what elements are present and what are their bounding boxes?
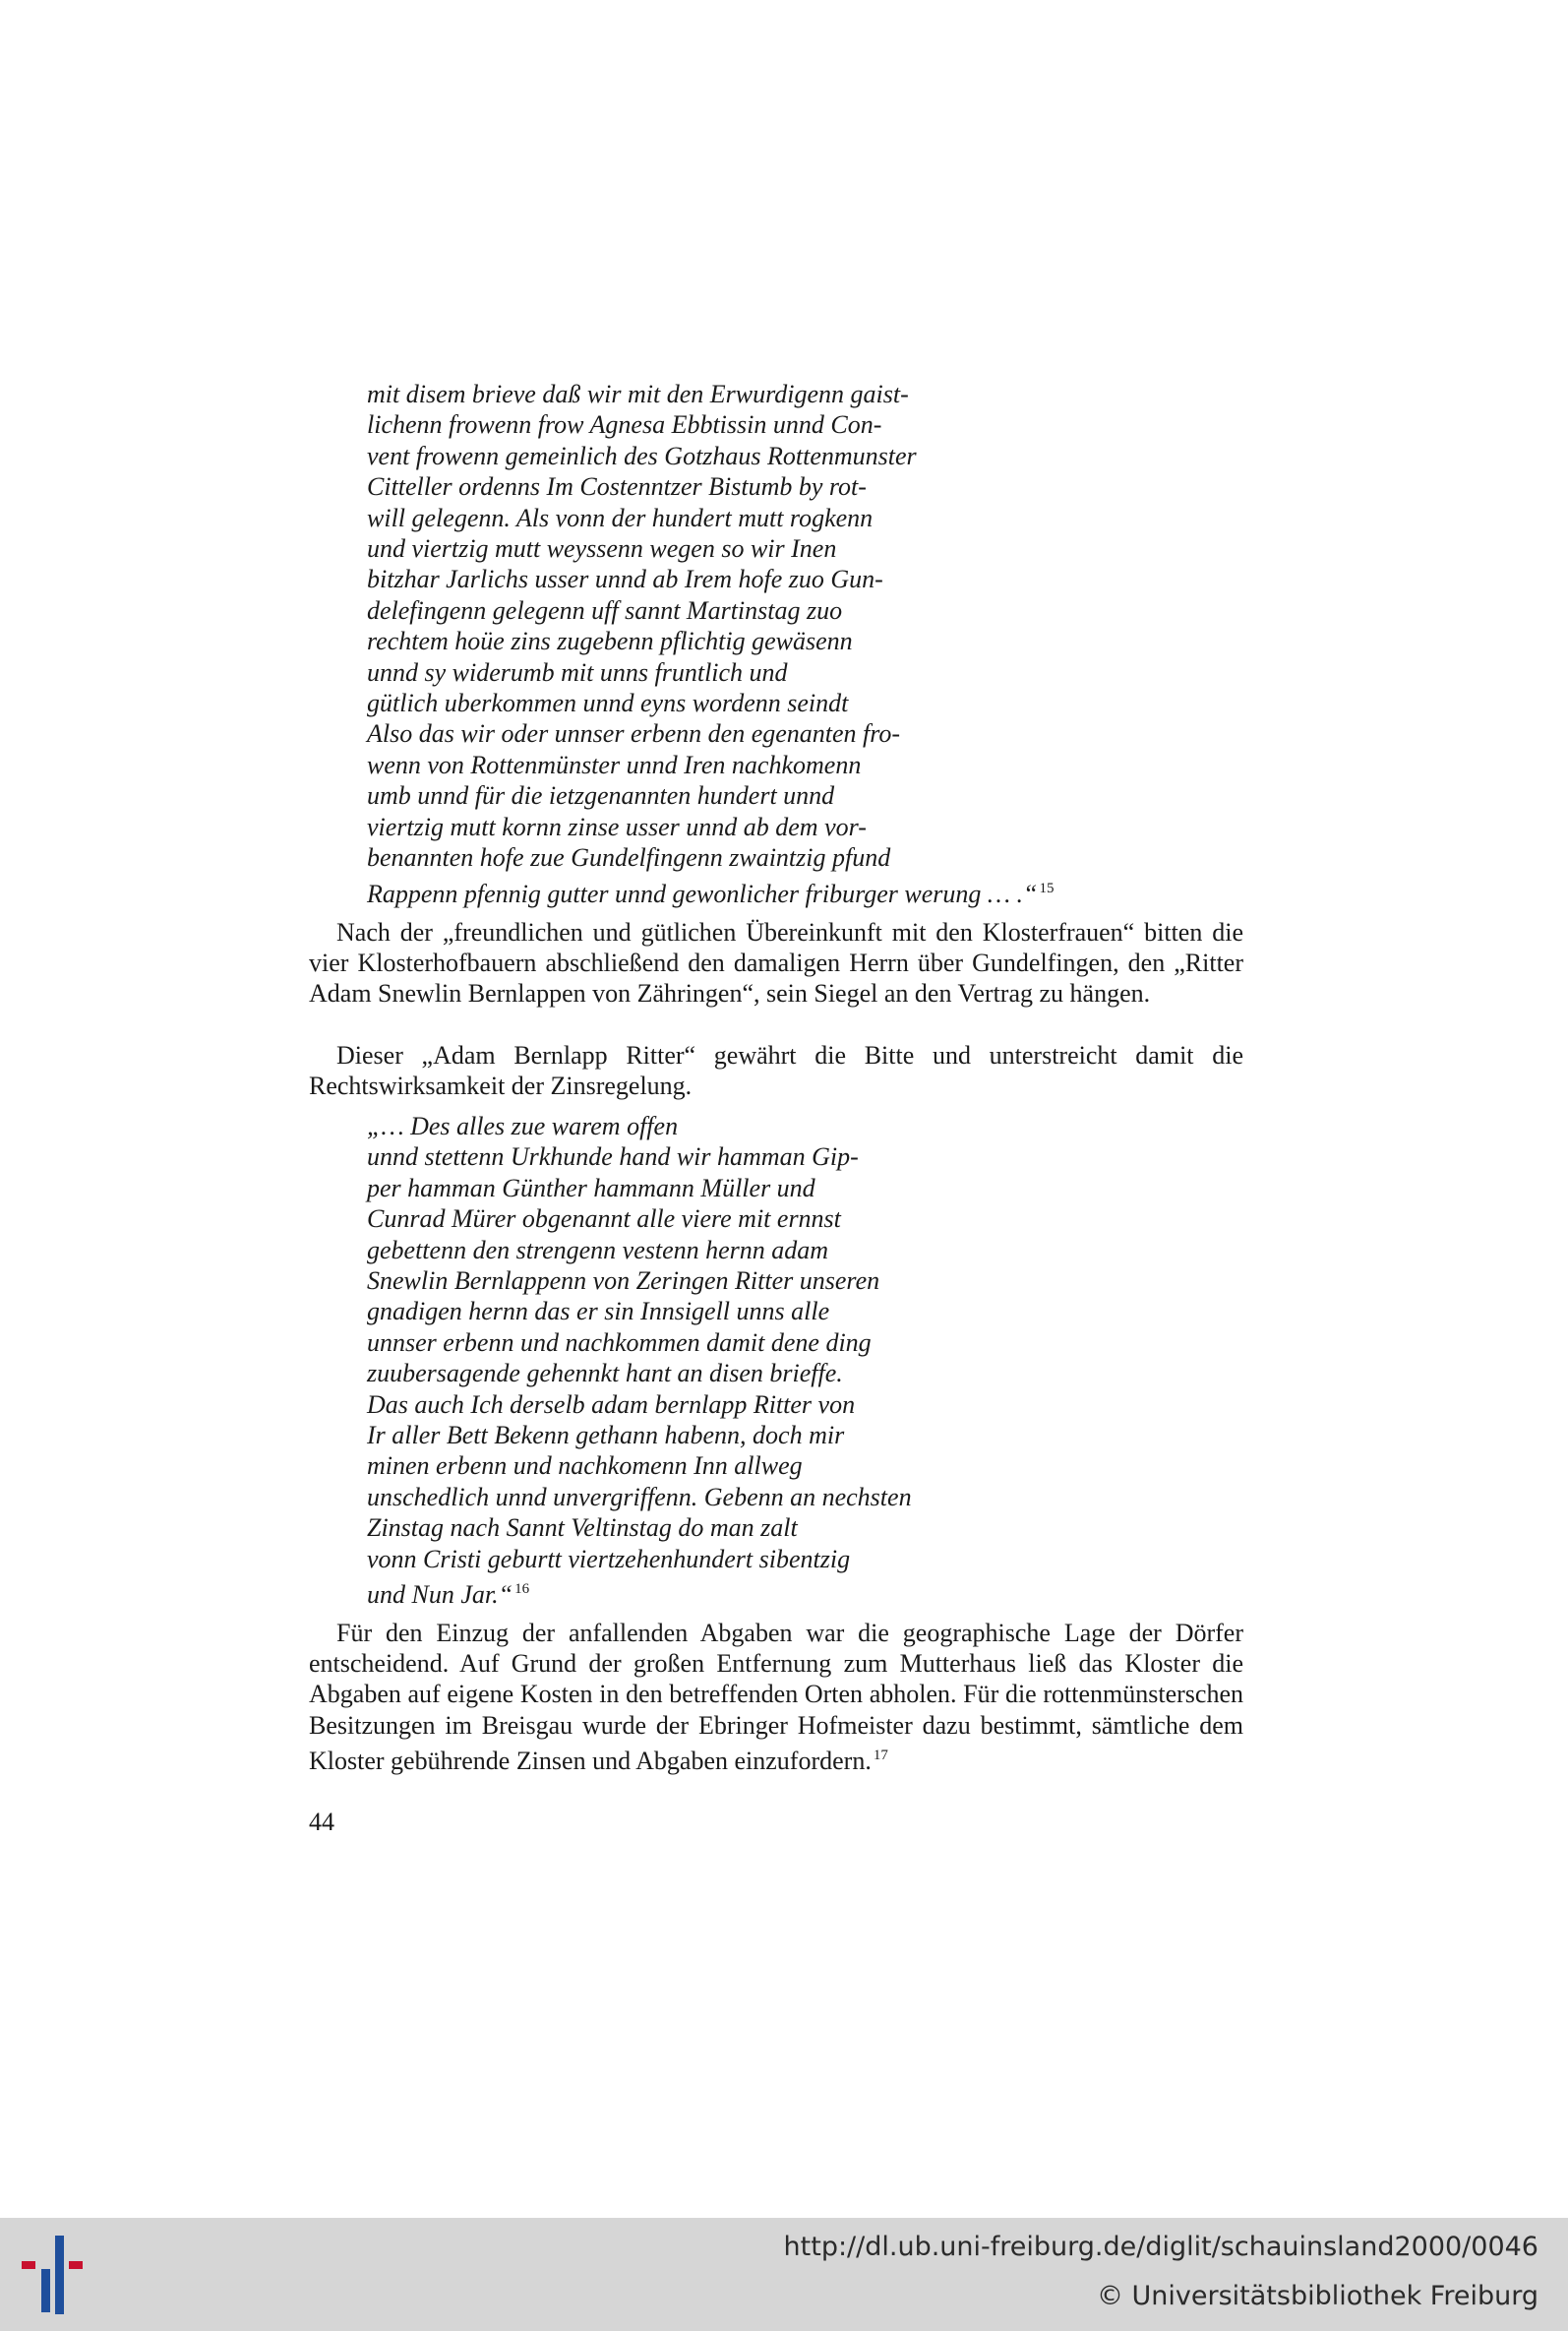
quote-line: vonn Cristi geburtt viertzehenhundert sibentzig (367, 1544, 851, 1573)
quote-line: unnd sy widerumb mit unns fruntlich und (367, 657, 788, 687)
quote-line: Also das wir oder unnser erbenn den egenanten fro- (367, 719, 901, 749)
quote-line: benannten hofe zue Gundelfingenn zwaintzig pfund (367, 843, 891, 873)
quote-line: viertzig mutt kornn zinse usser unnd ab dem vor- (367, 812, 867, 841)
quote-block-1 (367, 379, 1115, 909)
quote-line: rechtem hoüe zins zugebenn pflichtig gewäsenn (367, 627, 853, 656)
quote-line-last (367, 1574, 1115, 1610)
ub-freiburg-logo-icon (20, 2232, 100, 2318)
quote-line: Das auch Ich derselb adam bernlapp Ritter von (367, 1389, 856, 1419)
quote-line: Snewlin Bernlappenn von Zeringen Ritter unseren (367, 1266, 880, 1296)
quote-line: unnser erbenn und nachkommen damit dene ding (367, 1327, 872, 1357)
paragraph-3-text: Für den Einzug der anfallenden Abgaben war die geographische Lage der Dörfer entscheidend. Auf Grund der großen Entfernung zum Mutterhaus ließ das Kloster die Abgaben auf eigene Kosten in den betreffenden Orten abholen. Für die rottenmünsterschen Besitzungen im Breisgau wurde der Ebringer Hofmeister dazu bestimmt, sämtliche dem Kloster gebührende Zinsen und Abgaben einzufordern. (309, 1619, 1243, 1775)
quote-line: und viertzig mutt weyssenn wegen so wir Inen (367, 534, 837, 564)
page-number: 44 (309, 1808, 334, 1836)
paragraph-3 (309, 1618, 1243, 1776)
quote-line: „… Des alles zue warem offen (367, 1112, 679, 1140)
footer-bar (0, 2218, 1568, 2331)
footnote-marker: 16 (514, 1581, 530, 1598)
quote-line: gütlich uberkommen unnd eyns wordenn seindt (367, 689, 849, 718)
quote-line: mit disem brieve daß wir mit den Erwurdigenn gaist- (367, 380, 909, 408)
quote-line: umb unnd für die ietzgenannten hundert unnd (367, 781, 835, 811)
paragraph-1: Nach der „freundlichen und gütlichen Übereinkunft mit den Klosterfrauen“ bitten die vier Klosterhofbauern abschließend den damaligen Herrn über Gundelfingen, den „Ritter Adam Snewlin Bernlappen von Zähringen“, sein Siegel an den Vertrag zu hängen. (309, 918, 1243, 1009)
copyright-text: © Universitätsbibliothek Freiburg (1096, 2281, 1538, 2311)
quote-line: gnadigen hernn das er sin Innsigell unns alle (367, 1297, 830, 1326)
footnote-marker: 17 (873, 1747, 888, 1763)
quote-line: gebettenn den strengenn vestenn hernn adam (367, 1235, 829, 1264)
quote-line: per hamman Günther hammann Müller und (367, 1173, 815, 1202)
quote-line: Citteller ordenns Im Costenntzer Bistumb by rot- (367, 472, 867, 502)
quote-line: will gelegenn. Als vonn der hundert mutt rogkenn (367, 503, 874, 532)
quote-line: bitzhar Jarlichs usser unnd ab Irem hofe zuo Gun- (367, 565, 883, 594)
quote-line: Zinstag nach Sannt Veltinstag do man zalt (367, 1513, 798, 1543)
quote-line-text: Rappenn pfennig gutter unnd gewonlicher friburger werung … .“ (367, 879, 1038, 908)
quote-line: Cunrad Mürer obgenannt alle viere mit ernnst (367, 1204, 841, 1234)
footnote-marker: 15 (1039, 880, 1055, 896)
quote-line: delefingenn gelegenn uff sannt Martinstag zuo (367, 595, 843, 625)
quote-line: lichenn frowenn frow Agnesa Ebbtissin unnd Con- (367, 410, 882, 440)
quote-line: Ir aller Bett Bekenn gethann habenn, doch mir (367, 1421, 845, 1450)
paragraph-2: Dieser „Adam Bernlapp Ritter“ gewährt die Bitte und unterstreicht damit die Rechtswirksamkeit der Zinsregelung. (309, 1041, 1243, 1101)
quote-line: wenn von Rottenmünster unnd Iren nachkomenn (367, 750, 862, 779)
quote-line-text: und Nun Jar.“ (367, 1580, 513, 1610)
quote-line: zuubersagende gehennkt hant an disen brieffe. (367, 1359, 843, 1388)
quote-line: vent frowenn gemeinlich des Gotzhaus Rottenmunster (367, 441, 917, 470)
quote-line: minen erbenn und nachkomenn Inn allweg (367, 1451, 803, 1481)
quote-block-2 (367, 1111, 1115, 1611)
quote-line: unnd stettenn Urkhunde hand wir hamman Gip- (367, 1142, 859, 1172)
quote-line-last (367, 874, 1115, 909)
document-url[interactable]: http://dl.ub.uni-freiburg.de/diglit/schauinsland2000/0046 (783, 2232, 1538, 2262)
quote-line: unschedlich unnd unvergriffenn. Gebenn an nechsten (367, 1482, 912, 1511)
